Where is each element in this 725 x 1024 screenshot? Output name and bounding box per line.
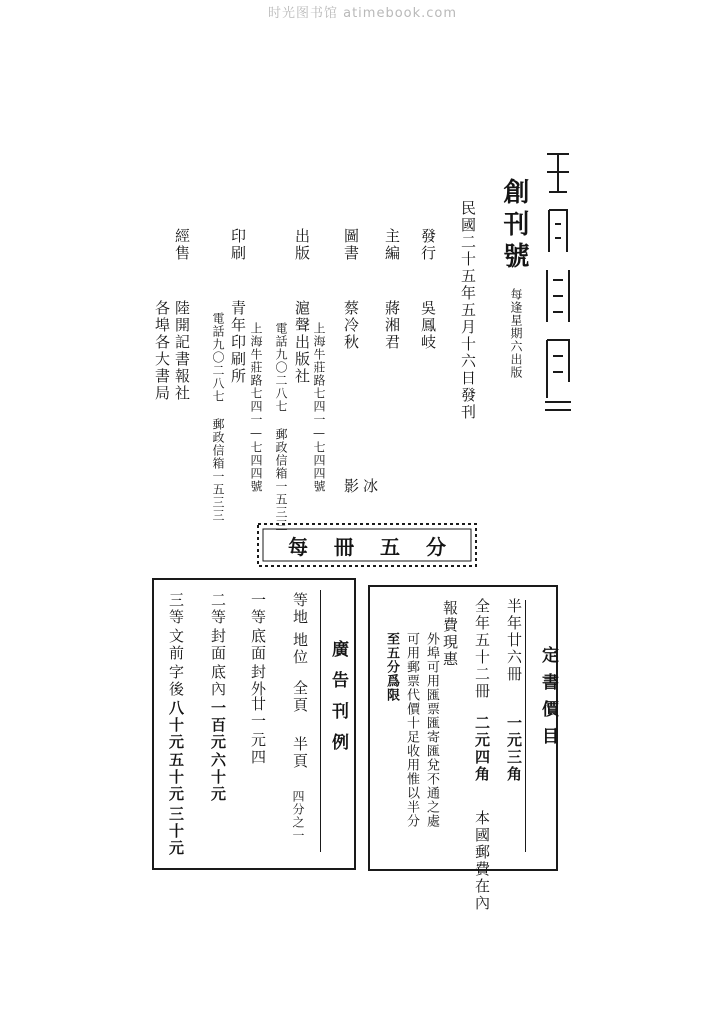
ad-rank-3-eighth: 三十元 <box>167 806 185 857</box>
photo-label: 影 <box>342 478 360 495</box>
ad-col-header-quarter: 四分之一 <box>291 790 305 842</box>
subscription-title: 定書價目 <box>538 646 558 754</box>
watermark: 时光图书馆 atimebook.com <box>267 6 458 21</box>
subscription-box <box>368 585 558 912</box>
publisher-label: 發行 <box>419 228 437 262</box>
ad-rank-2-pos: 封面 <box>209 628 227 662</box>
full-year: 全年五十二冊 <box>473 598 491 700</box>
sales-name-2: 各埠各大書局 <box>153 300 171 402</box>
postage-note: 本國郵費在內 <box>473 810 491 912</box>
ad-rank-2-full: 底內 <box>209 664 227 698</box>
ad-rank-3-full: 字後 <box>167 664 185 698</box>
ad-rank-1-pos: 底面 <box>249 628 267 662</box>
ad-col-header-pos: 地位 <box>291 632 309 666</box>
ad-rank-1-half: 廿一 <box>249 696 267 730</box>
issue-title: 創刊號 <box>499 178 529 274</box>
ad-rank-1-quarter: 元四 <box>249 732 267 766</box>
frequency: 每逢星期六出版 <box>509 288 523 379</box>
ad-rank-3-pos: 文前 <box>167 628 185 662</box>
ad-rank-3-half: 八十元 <box>167 700 185 751</box>
editor-name: 蔣湘君 <box>383 300 401 351</box>
distributor-label: 出版 <box>293 228 311 262</box>
ad-rank-1: 一等 <box>249 592 267 626</box>
art-editor-name-2: 冰 <box>361 478 379 495</box>
sales-name: 陸開記書報社 <box>173 300 191 402</box>
ad-rank-2-half: 一百元 <box>209 700 227 751</box>
ad-rank-2-quarter: 六十元 <box>209 752 227 803</box>
ad-rank-1-full: 封外 <box>249 664 267 698</box>
half-year-price: 一元三角 <box>505 715 523 783</box>
notice-line-1: 外埠可用匯票匯寄匯兌不通之處 <box>424 632 439 828</box>
editor-label: 主編 <box>383 228 401 262</box>
distributor-address: 上海牛莊路七四一—七四四號 <box>312 322 326 493</box>
ad-rank-3: 三等 <box>167 592 185 626</box>
printer-phone: 電話九〇二八七 郵政信箱一五三三 <box>211 312 225 522</box>
notice-title: 報費現惠 <box>441 600 459 668</box>
printer-name: 青年印刷所 <box>229 300 247 385</box>
printer-address: 上海牛莊路七四一—七四四號 <box>249 322 263 493</box>
distributor-phone: 電話九〇二八七 郵政信箱一五三三 <box>274 322 288 532</box>
ad-col-header-half: 半頁 <box>291 736 309 770</box>
ad-col-header-rank: 等地 <box>291 592 309 626</box>
notice-line-2: 可用郵票代價十足收用惟以半分 <box>404 632 419 828</box>
ad-col-header-full: 全頁 <box>291 680 309 714</box>
printer-label: 印刷 <box>229 228 247 262</box>
art-editor-name: 蔡冷秋 <box>342 300 360 351</box>
art-editor-label: 圖書 <box>342 228 360 262</box>
full-year-price: 二元四角 <box>473 715 491 783</box>
price-banner <box>256 522 478 568</box>
sales-label: 經售 <box>173 228 191 262</box>
ad-rank-3-quarter: 五十元 <box>167 752 185 803</box>
issue-date: 民國二十五年五月十六日發刊 <box>459 200 477 421</box>
ad-rates-title: 廣告刊例 <box>328 640 348 764</box>
price-text: 每冊五分 <box>288 534 472 559</box>
distributor-name: 滬聲出版社 <box>293 300 311 385</box>
ad-rank-2: 二等 <box>209 592 227 626</box>
masthead-logo <box>543 152 573 414</box>
publisher-name: 吳鳳岐 <box>419 300 437 351</box>
half-year: 半年廿六冊 <box>505 598 523 683</box>
notice-line-3: 至五分爲限 <box>384 632 399 702</box>
